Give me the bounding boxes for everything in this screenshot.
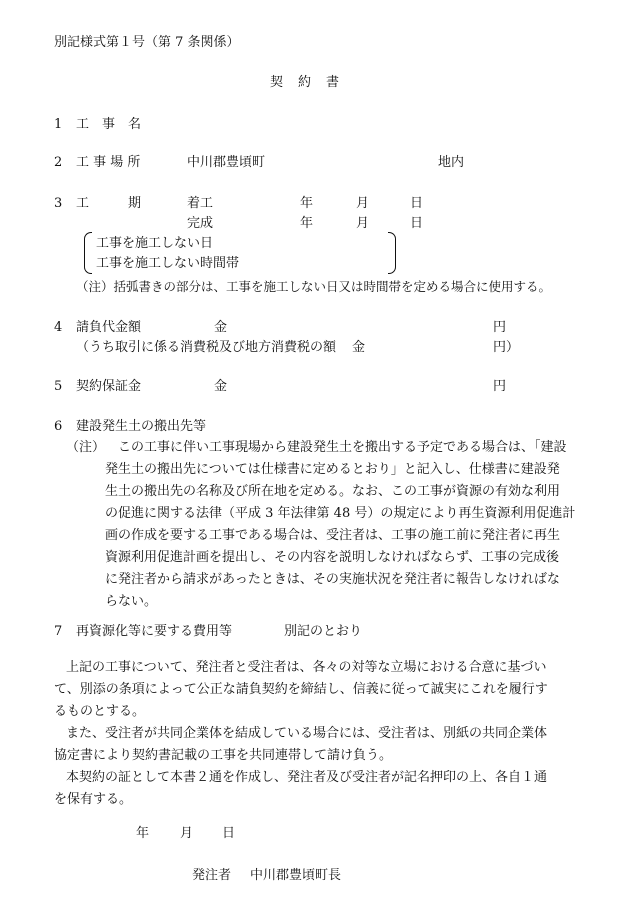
start-label: 着工 bbox=[187, 196, 214, 211]
body-line: 本契約の証として本書２通を作成し、発注者及び受注者が記名押印の上、各自１通 bbox=[66, 770, 548, 785]
note-line: 画の作成を要する工事である場合は、受注者は、工事の施工前に発注者に再生 bbox=[105, 528, 561, 543]
item-6-note-mark: （注） bbox=[66, 440, 106, 455]
end-label: 完成 bbox=[187, 216, 214, 231]
bracket-right bbox=[388, 232, 396, 274]
date-day: 日 bbox=[222, 826, 236, 841]
item-4-kin: 金 bbox=[214, 320, 228, 335]
end-month: 月 bbox=[356, 216, 370, 231]
end-year: 年 bbox=[300, 216, 314, 231]
item-5-kin: 金 bbox=[214, 379, 228, 394]
note-line: 資源利用促進計画を提出し、その内容を説明しなければならず、工事の完成後 bbox=[105, 550, 559, 565]
item-4-yen: 円 bbox=[493, 320, 507, 335]
note-line: らない。 bbox=[105, 594, 158, 609]
item-1-label: 工 事 名 bbox=[76, 117, 142, 132]
tax-yen: 円） bbox=[493, 340, 520, 355]
note-line: の促進に関する法律（平成 3 年法律第 48 号）の規定により再生資源利用促進計 bbox=[105, 506, 576, 521]
item-5-yen: 円 bbox=[493, 379, 507, 394]
body-line: また、受注者が共同企業体を結成している場合には、受注者は、別紙の共同企業体 bbox=[66, 726, 548, 741]
start-day: 日 bbox=[410, 196, 424, 211]
item-6-label: 建設発生土の搬出先等 bbox=[76, 419, 207, 434]
item-4-number: 4 bbox=[54, 320, 63, 335]
tax-label: （うち取引に係る消費税及び地方消費税の額 bbox=[76, 340, 337, 355]
item-3-label: 工 期 bbox=[76, 196, 142, 211]
item-2-suffix: 地内 bbox=[438, 155, 465, 170]
body-line: て、別添の条項によって公正な請負契約を締結し、信義に従って誠実にこれを履行す bbox=[54, 682, 548, 697]
item-4-label: 請負代金額 bbox=[76, 320, 142, 335]
item-2-label: 工 事 場 所 bbox=[76, 155, 141, 170]
item-1-number: 1 bbox=[54, 117, 63, 132]
item-6-number: 6 bbox=[54, 419, 63, 434]
body-line: 上記の工事について、発注者と受注者は、各々の対等な立場における合意に基づい bbox=[66, 660, 547, 675]
item-7-value: 別記のとおり bbox=[284, 624, 363, 639]
item-5-label: 契約保証金 bbox=[76, 379, 142, 394]
item-7-number: 7 bbox=[54, 624, 63, 639]
form-label: 別記様式第１号（第 7 条関係） bbox=[54, 35, 240, 50]
bracket-line-1: 工事を施工しない日 bbox=[96, 236, 214, 251]
note-line: 生土の搬出先の名称及び所在地を定める。なお、この工事が資源の有効な利用 bbox=[105, 484, 561, 499]
note-line: 発生土の搬出先については仕様書に定めるとおり」と記入し、仕様書に建設発 bbox=[105, 462, 560, 477]
date-year: 年 bbox=[136, 826, 150, 841]
date-month: 月 bbox=[180, 826, 194, 841]
start-year: 年 bbox=[300, 196, 314, 211]
item-5-number: 5 bbox=[54, 379, 63, 394]
signatory-role: 発注者 bbox=[192, 868, 232, 883]
document-title: 契 約 書 bbox=[270, 75, 341, 90]
period-note: （注）括弧書きの部分は、工事を施工しない日又は時間帯を定める場合に使用する。 bbox=[76, 279, 552, 294]
item-2-number: 2 bbox=[54, 155, 63, 170]
note-line: この工事に伴い工事現場から建設発生土を搬出する予定である場合は、「建設 bbox=[118, 440, 567, 455]
tax-kin: 金 bbox=[352, 340, 366, 355]
body-line: るものとする。 bbox=[54, 704, 146, 719]
item-2-place: 中川郡豊頃町 bbox=[187, 155, 266, 170]
item-7-label: 再資源化等に要する費用等 bbox=[76, 624, 233, 639]
bracket-line-2: 工事を施工しない時間帯 bbox=[96, 256, 240, 271]
body-line: 協定書により契約書記載の工事を共同連帯して請け負う。 bbox=[54, 748, 393, 763]
end-day: 日 bbox=[410, 216, 424, 231]
note-line: に発注者から請求があったときは、その実施状況を発注者に報告しなければな bbox=[105, 572, 560, 587]
start-month: 月 bbox=[356, 196, 370, 211]
item-3-number: 3 bbox=[54, 196, 63, 211]
body-line: を保有する。 bbox=[54, 792, 133, 807]
signatory-name: 中川郡豊頃町長 bbox=[250, 868, 342, 883]
bracket-left bbox=[84, 232, 92, 274]
